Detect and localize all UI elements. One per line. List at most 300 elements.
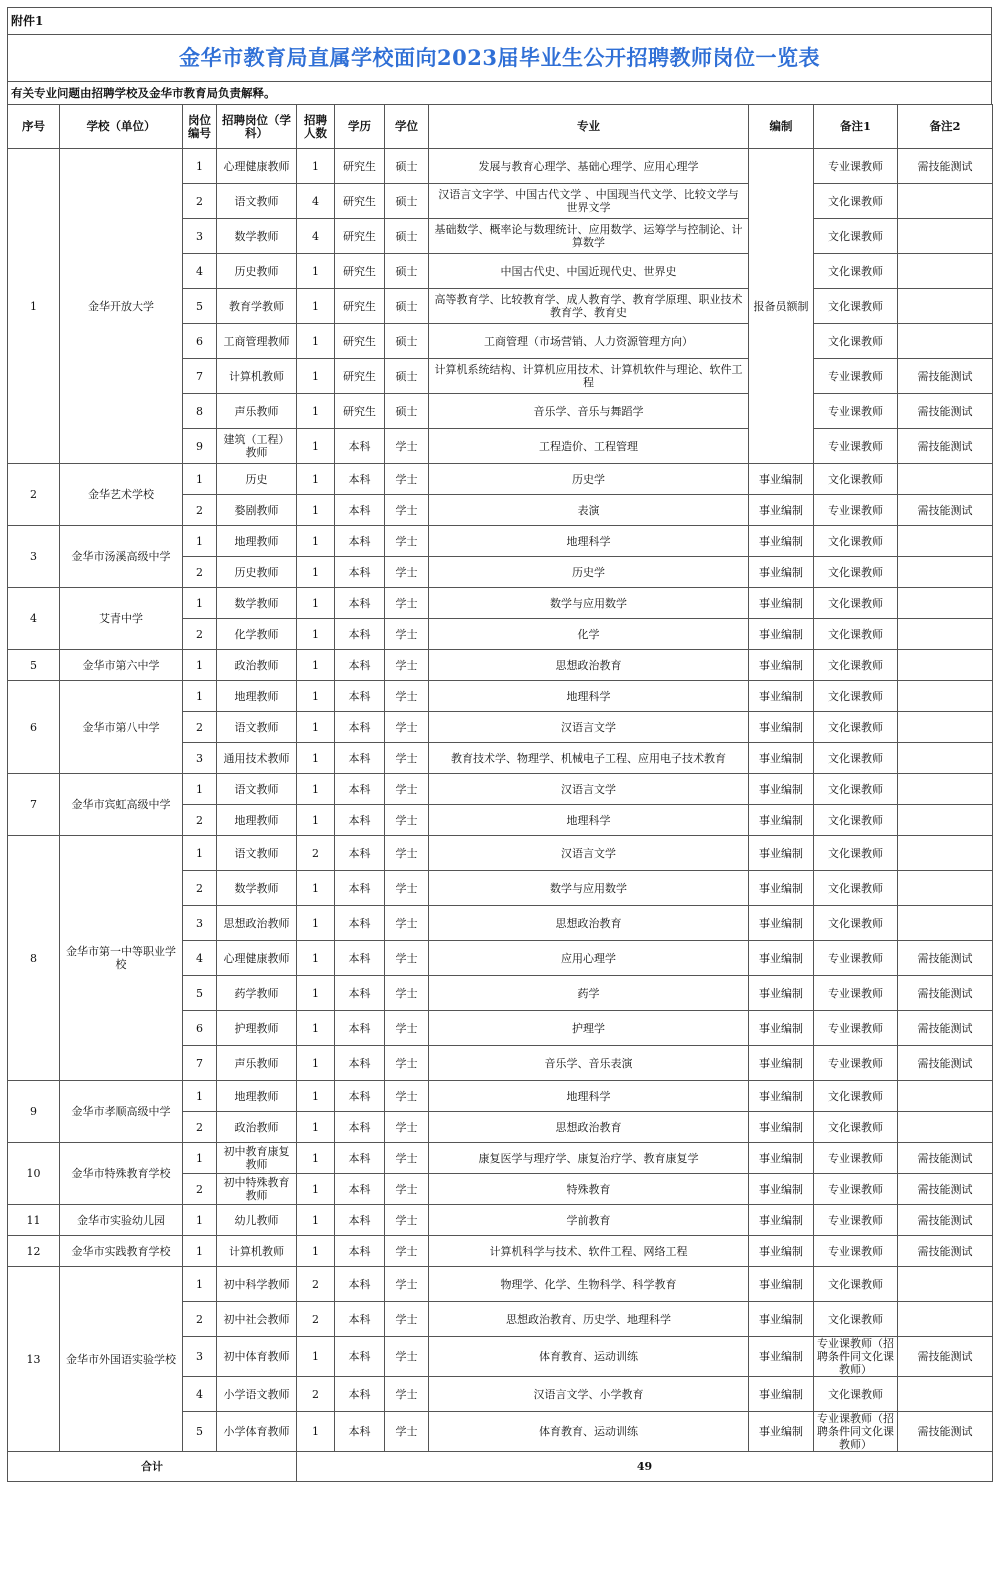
document-note: 有关专业问题由招聘学校及金华市教育局负责解释。 [7, 81, 992, 104]
remark1-cell: 专业课教师 [814, 1205, 898, 1236]
degree-cell: 学士 [385, 1112, 429, 1143]
remark1-cell: 文化课教师 [814, 619, 898, 650]
post-name-cell: 幼儿教师 [217, 1205, 297, 1236]
post-name-cell: 声乐教师 [217, 1046, 297, 1081]
staffing-cell: 事业编制 [749, 526, 814, 557]
degree-cell: 硕士 [385, 184, 429, 219]
education-cell: 本科 [335, 526, 385, 557]
remark2-cell [898, 1377, 993, 1412]
remark2-cell [898, 464, 993, 495]
staffing-cell: 事业编制 [749, 1112, 814, 1143]
post-name-cell: 思想政治教师 [217, 906, 297, 941]
staffing-cell: 事业编制 [749, 976, 814, 1011]
degree-cell: 学士 [385, 836, 429, 871]
major-cell: 化学 [429, 619, 749, 650]
major-cell: 汉语言文学 [429, 774, 749, 805]
major-cell: 计算机科学与技术、软件工程、网络工程 [429, 1236, 749, 1267]
remark1-cell: 专业课教师 [814, 1174, 898, 1205]
headcount-cell: 1 [297, 871, 335, 906]
degree-cell: 硕士 [385, 324, 429, 359]
degree-cell: 硕士 [385, 219, 429, 254]
remark1-cell: 文化课教师 [814, 871, 898, 906]
document-title: 金华市教育局直属学校面向2023届毕业生公开招聘教师岗位一览表 [7, 34, 992, 81]
education-cell: 研究生 [335, 289, 385, 324]
major-cell: 音乐学、音乐与舞蹈学 [429, 394, 749, 429]
major-cell: 音乐学、音乐表演 [429, 1046, 749, 1081]
headcount-cell: 1 [297, 1143, 335, 1174]
staffing-cell: 事业编制 [749, 1412, 814, 1452]
remark2-cell [898, 619, 993, 650]
headcount-cell: 1 [297, 1112, 335, 1143]
staffing-cell: 事业编制 [749, 464, 814, 495]
post-name-cell: 地理教师 [217, 805, 297, 836]
post-id-cell: 2 [183, 805, 217, 836]
education-cell: 研究生 [335, 359, 385, 394]
degree-cell: 学士 [385, 495, 429, 526]
remark1-cell: 文化课教师 [814, 1081, 898, 1112]
table-row [8, 464, 993, 495]
table-row [8, 1205, 993, 1236]
remark1-cell: 文化课教师 [814, 906, 898, 941]
staffing-cell: 事业编制 [749, 1205, 814, 1236]
education-cell: 本科 [335, 743, 385, 774]
remark2-cell [898, 871, 993, 906]
staffing-cell: 事业编制 [749, 650, 814, 681]
post-name-cell: 心理健康教师 [217, 149, 297, 184]
post-name-cell: 声乐教师 [217, 394, 297, 429]
degree-cell: 学士 [385, 1267, 429, 1302]
education-cell: 本科 [335, 1205, 385, 1236]
staffing-cell: 事业编制 [749, 588, 814, 619]
post-id-cell: 2 [183, 495, 217, 526]
post-name-cell: 建筑（工程）教师 [217, 429, 297, 464]
post-name-cell: 初中体育教师 [217, 1337, 297, 1377]
major-cell: 思想政治教育、历史学、地理科学 [429, 1302, 749, 1337]
headcount-cell: 1 [297, 526, 335, 557]
school-name-cell: 金华开放大学 [60, 149, 183, 464]
education-cell: 本科 [335, 619, 385, 650]
degree-cell: 学士 [385, 1205, 429, 1236]
table-row [8, 1143, 993, 1174]
header-cell: 编制 [749, 105, 814, 149]
remark2-cell: 需技能测试 [898, 1143, 993, 1174]
header-cell: 专业 [429, 105, 749, 149]
remark2-cell [898, 219, 993, 254]
headcount-cell: 2 [297, 1377, 335, 1412]
remark2-cell [898, 184, 993, 219]
degree-cell: 学士 [385, 1174, 429, 1205]
post-id-cell: 1 [183, 681, 217, 712]
degree-cell: 学士 [385, 871, 429, 906]
remark1-cell: 专业课教师（招聘条件同文化课教师） [814, 1412, 898, 1452]
education-cell: 本科 [335, 1267, 385, 1302]
headcount-cell: 1 [297, 149, 335, 184]
major-cell: 发展与教育心理学、基础心理学、应用心理学 [429, 149, 749, 184]
education-cell: 本科 [335, 429, 385, 464]
post-id-cell: 3 [183, 906, 217, 941]
degree-cell: 学士 [385, 774, 429, 805]
remark1-cell: 文化课教师 [814, 557, 898, 588]
post-id-cell: 4 [183, 1377, 217, 1412]
post-name-cell: 地理教师 [217, 526, 297, 557]
post-name-cell: 药学教师 [217, 976, 297, 1011]
headcount-cell: 2 [297, 836, 335, 871]
header-cell: 备注2 [898, 105, 993, 149]
major-cell: 地理科学 [429, 526, 749, 557]
headcount-cell: 1 [297, 650, 335, 681]
education-cell: 本科 [335, 464, 385, 495]
post-id-cell: 5 [183, 976, 217, 1011]
header-cell: 招聘岗位（学科） [217, 105, 297, 149]
remark1-cell: 文化课教师 [814, 1267, 898, 1302]
post-id-cell: 5 [183, 289, 217, 324]
remark1-cell: 文化课教师 [814, 1377, 898, 1412]
remark1-cell: 文化课教师 [814, 289, 898, 324]
major-cell: 物理学、化学、生物科学、科学教育 [429, 1267, 749, 1302]
headcount-cell: 1 [297, 681, 335, 712]
major-cell: 思想政治教育 [429, 650, 749, 681]
remark1-cell: 专业课教师 [814, 429, 898, 464]
remark2-cell: 需技能测试 [898, 1046, 993, 1081]
education-cell: 本科 [335, 712, 385, 743]
degree-cell: 学士 [385, 429, 429, 464]
education-cell: 本科 [335, 1011, 385, 1046]
header-cell: 岗位编号 [183, 105, 217, 149]
remark2-cell [898, 289, 993, 324]
remark2-cell: 需技能测试 [898, 941, 993, 976]
school-name-cell: 金华市宾虹高级中学 [60, 774, 183, 836]
post-id-cell: 5 [183, 1412, 217, 1452]
serial-number-cell: 13 [8, 1267, 60, 1452]
major-cell: 基础数学、概率论与数理统计、应用数学、运筹学与控制论、计算数学 [429, 219, 749, 254]
remark1-cell: 文化课教师 [814, 836, 898, 871]
remark1-cell: 文化课教师 [814, 324, 898, 359]
major-cell: 汉语言文学 [429, 836, 749, 871]
post-id-cell: 1 [183, 464, 217, 495]
degree-cell: 学士 [385, 464, 429, 495]
headcount-cell: 2 [297, 1302, 335, 1337]
remark2-cell [898, 557, 993, 588]
post-id-cell: 9 [183, 429, 217, 464]
post-name-cell: 数学教师 [217, 871, 297, 906]
post-id-cell: 1 [183, 1267, 217, 1302]
degree-cell: 学士 [385, 1011, 429, 1046]
headcount-cell: 1 [297, 1081, 335, 1112]
school-name-cell: 金华市外国语实验学校 [60, 1267, 183, 1452]
post-name-cell: 初中教育康复教师 [217, 1143, 297, 1174]
headcount-cell: 1 [297, 743, 335, 774]
post-name-cell: 通用技术教师 [217, 743, 297, 774]
remark2-cell: 需技能测试 [898, 976, 993, 1011]
headcount-cell: 1 [297, 712, 335, 743]
education-cell: 本科 [335, 1112, 385, 1143]
remark1-cell: 专业课教师 [814, 1046, 898, 1081]
remark2-cell [898, 743, 993, 774]
staffing-cell: 事业编制 [749, 774, 814, 805]
remark2-cell [898, 836, 993, 871]
remark2-cell: 需技能测试 [898, 1205, 993, 1236]
degree-cell: 学士 [385, 619, 429, 650]
serial-number-cell: 3 [8, 526, 60, 588]
header-cell: 学位 [385, 105, 429, 149]
table-row [8, 836, 993, 871]
remark2-cell: 需技能测试 [898, 1236, 993, 1267]
staffing-cell: 事业编制 [749, 1046, 814, 1081]
serial-number-cell: 8 [8, 836, 60, 1081]
school-name-cell: 金华市孝顺高级中学 [60, 1081, 183, 1143]
headcount-cell: 1 [297, 619, 335, 650]
remark1-cell: 文化课教师 [814, 1302, 898, 1337]
attachment-label: 附件1 [7, 7, 992, 34]
remark2-cell: 需技能测试 [898, 1337, 993, 1377]
staffing-cell: 事业编制 [749, 681, 814, 712]
education-cell: 本科 [335, 1377, 385, 1412]
header-cell: 学校（单位） [60, 105, 183, 149]
post-name-cell: 工商管理教师 [217, 324, 297, 359]
education-cell: 研究生 [335, 219, 385, 254]
major-cell: 工程造价、工程管理 [429, 429, 749, 464]
total-label: 合计 [8, 1452, 297, 1482]
serial-number-cell: 12 [8, 1236, 60, 1267]
degree-cell: 硕士 [385, 289, 429, 324]
headcount-cell: 1 [297, 324, 335, 359]
staffing-cell: 事业编制 [749, 941, 814, 976]
post-id-cell: 2 [183, 1112, 217, 1143]
post-id-cell: 2 [183, 619, 217, 650]
major-cell: 特殊教育 [429, 1174, 749, 1205]
post-id-cell: 2 [183, 1302, 217, 1337]
remark2-cell [898, 1267, 993, 1302]
header-cell: 招聘人数 [297, 105, 335, 149]
total-row [8, 1452, 993, 1482]
remark2-cell: 需技能测试 [898, 495, 993, 526]
post-name-cell: 护理教师 [217, 1011, 297, 1046]
headcount-cell: 1 [297, 906, 335, 941]
serial-number-cell: 10 [8, 1143, 60, 1205]
staffing-cell: 事业编制 [749, 871, 814, 906]
headcount-cell: 1 [297, 557, 335, 588]
post-name-cell: 语文教师 [217, 774, 297, 805]
degree-cell: 硕士 [385, 254, 429, 289]
staffing-cell: 事业编制 [749, 1377, 814, 1412]
major-cell: 数学与应用数学 [429, 871, 749, 906]
major-cell: 地理科学 [429, 805, 749, 836]
major-cell: 学前教育 [429, 1205, 749, 1236]
post-name-cell: 历史 [217, 464, 297, 495]
staffing-cell: 事业编制 [749, 619, 814, 650]
remark1-cell: 专业课教师 [814, 1143, 898, 1174]
headcount-cell: 1 [297, 495, 335, 526]
post-id-cell: 1 [183, 526, 217, 557]
headcount-cell: 1 [297, 254, 335, 289]
major-cell: 应用心理学 [429, 941, 749, 976]
remark2-cell [898, 1081, 993, 1112]
degree-cell: 学士 [385, 1377, 429, 1412]
staffing-cell: 事业编制 [749, 1011, 814, 1046]
post-name-cell: 初中科学教师 [217, 1267, 297, 1302]
school-name-cell: 金华市实验幼儿园 [60, 1205, 183, 1236]
major-cell: 汉语言文字学、中国古代文学 、中国现当代文学、比较文学与世界文学 [429, 184, 749, 219]
major-cell: 历史学 [429, 557, 749, 588]
remark1-cell: 专业课教师 [814, 976, 898, 1011]
school-name-cell: 金华市实践教育学校 [60, 1236, 183, 1267]
remark2-cell [898, 254, 993, 289]
headcount-cell: 1 [297, 1337, 335, 1377]
remark2-cell [898, 588, 993, 619]
major-cell: 汉语言文学、小学教育 [429, 1377, 749, 1412]
serial-number-cell: 4 [8, 588, 60, 650]
table-row [8, 588, 993, 619]
degree-cell: 学士 [385, 976, 429, 1011]
post-id-cell: 7 [183, 359, 217, 394]
education-cell: 本科 [335, 774, 385, 805]
major-cell: 护理学 [429, 1011, 749, 1046]
school-name-cell: 金华市特殊教育学校 [60, 1143, 183, 1205]
total-value: 49 [297, 1452, 993, 1482]
post-id-cell: 1 [183, 149, 217, 184]
remark2-cell [898, 1112, 993, 1143]
major-cell: 教育技术学、物理学、机械电子工程、应用电子技术教育 [429, 743, 749, 774]
serial-number-cell: 5 [8, 650, 60, 681]
post-name-cell: 数学教师 [217, 588, 297, 619]
remark1-cell: 文化课教师 [814, 681, 898, 712]
staffing-cell: 事业编制 [749, 1302, 814, 1337]
degree-cell: 学士 [385, 557, 429, 588]
education-cell: 本科 [335, 1337, 385, 1377]
post-id-cell: 2 [183, 1174, 217, 1205]
staffing-cell: 报备员额制 [749, 149, 814, 464]
post-name-cell: 语文教师 [217, 184, 297, 219]
document-page [7, 7, 992, 1482]
table-row [8, 681, 993, 712]
post-id-cell: 7 [183, 1046, 217, 1081]
headcount-cell: 1 [297, 941, 335, 976]
headcount-cell: 1 [297, 774, 335, 805]
post-name-cell: 政治教师 [217, 650, 297, 681]
education-cell: 本科 [335, 1143, 385, 1174]
table-body [8, 149, 993, 1452]
remark1-cell: 专业课教师 [814, 394, 898, 429]
remark1-cell: 专业课教师 [814, 149, 898, 184]
post-id-cell: 6 [183, 1011, 217, 1046]
major-cell: 表演 [429, 495, 749, 526]
table-row [8, 650, 993, 681]
major-cell: 汉语言文学 [429, 712, 749, 743]
degree-cell: 学士 [385, 712, 429, 743]
remark1-cell: 专业课教师 [814, 495, 898, 526]
remark2-cell: 需技能测试 [898, 149, 993, 184]
headcount-cell: 4 [297, 184, 335, 219]
staffing-cell: 事业编制 [749, 712, 814, 743]
education-cell: 本科 [335, 495, 385, 526]
major-cell: 思想政治教育 [429, 1112, 749, 1143]
headcount-cell: 1 [297, 394, 335, 429]
degree-cell: 硕士 [385, 394, 429, 429]
post-name-cell: 初中社会教师 [217, 1302, 297, 1337]
remark2-cell [898, 906, 993, 941]
post-id-cell: 1 [183, 774, 217, 805]
table-row [8, 774, 993, 805]
post-id-cell: 6 [183, 324, 217, 359]
school-name-cell: 金华市第八中学 [60, 681, 183, 774]
major-cell: 药学 [429, 976, 749, 1011]
remark1-cell: 文化课教师 [814, 526, 898, 557]
post-name-cell: 地理教师 [217, 1081, 297, 1112]
degree-cell: 学士 [385, 805, 429, 836]
remark1-cell: 文化课教师 [814, 712, 898, 743]
remark2-cell [898, 1302, 993, 1337]
major-cell: 地理科学 [429, 681, 749, 712]
headcount-cell: 1 [297, 464, 335, 495]
post-id-cell: 3 [183, 219, 217, 254]
school-name-cell: 金华艺术学校 [60, 464, 183, 526]
remark1-cell: 专业课教师 [814, 941, 898, 976]
degree-cell: 学士 [385, 1236, 429, 1267]
header-cell: 学历 [335, 105, 385, 149]
remark1-cell: 文化课教师 [814, 1112, 898, 1143]
staffing-cell: 事业编制 [749, 1081, 814, 1112]
major-cell: 数学与应用数学 [429, 588, 749, 619]
degree-cell: 学士 [385, 588, 429, 619]
staffing-cell: 事业编制 [749, 495, 814, 526]
post-id-cell: 1 [183, 1205, 217, 1236]
degree-cell: 学士 [385, 681, 429, 712]
table-row [8, 149, 993, 184]
post-name-cell: 计算机教师 [217, 1236, 297, 1267]
staffing-cell: 事业编制 [749, 743, 814, 774]
remark2-cell [898, 774, 993, 805]
staffing-cell: 事业编制 [749, 557, 814, 588]
serial-number-cell: 2 [8, 464, 60, 526]
headcount-cell: 1 [297, 1205, 335, 1236]
remark1-cell: 文化课教师 [814, 774, 898, 805]
education-cell: 本科 [335, 1081, 385, 1112]
post-name-cell: 历史教师 [217, 254, 297, 289]
serial-number-cell: 9 [8, 1081, 60, 1143]
table-row [8, 1081, 993, 1112]
staffing-cell: 事业编制 [749, 906, 814, 941]
post-id-cell: 8 [183, 394, 217, 429]
major-cell: 中国古代史、中国近现代史、世界史 [429, 254, 749, 289]
post-name-cell: 化学教师 [217, 619, 297, 650]
remark1-cell: 文化课教师 [814, 588, 898, 619]
education-cell: 本科 [335, 906, 385, 941]
degree-cell: 学士 [385, 526, 429, 557]
post-name-cell: 政治教师 [217, 1112, 297, 1143]
post-name-cell: 历史教师 [217, 557, 297, 588]
school-name-cell: 艾青中学 [60, 588, 183, 650]
education-cell: 研究生 [335, 254, 385, 289]
remark1-cell: 文化课教师 [814, 743, 898, 774]
degree-cell: 学士 [385, 1412, 429, 1452]
education-cell: 本科 [335, 681, 385, 712]
remark1-cell: 专业课教师（招聘条件同文化课教师） [814, 1337, 898, 1377]
remark2-cell [898, 681, 993, 712]
post-name-cell: 地理教师 [217, 681, 297, 712]
post-name-cell: 计算机教师 [217, 359, 297, 394]
education-cell: 研究生 [335, 324, 385, 359]
remark1-cell: 文化课教师 [814, 464, 898, 495]
remark1-cell: 专业课教师 [814, 1011, 898, 1046]
education-cell: 本科 [335, 871, 385, 906]
degree-cell: 学士 [385, 1143, 429, 1174]
post-name-cell: 心理健康教师 [217, 941, 297, 976]
major-cell: 地理科学 [429, 1081, 749, 1112]
headcount-cell: 1 [297, 1412, 335, 1452]
serial-number-cell: 6 [8, 681, 60, 774]
education-cell: 本科 [335, 976, 385, 1011]
staffing-cell: 事业编制 [749, 1337, 814, 1377]
